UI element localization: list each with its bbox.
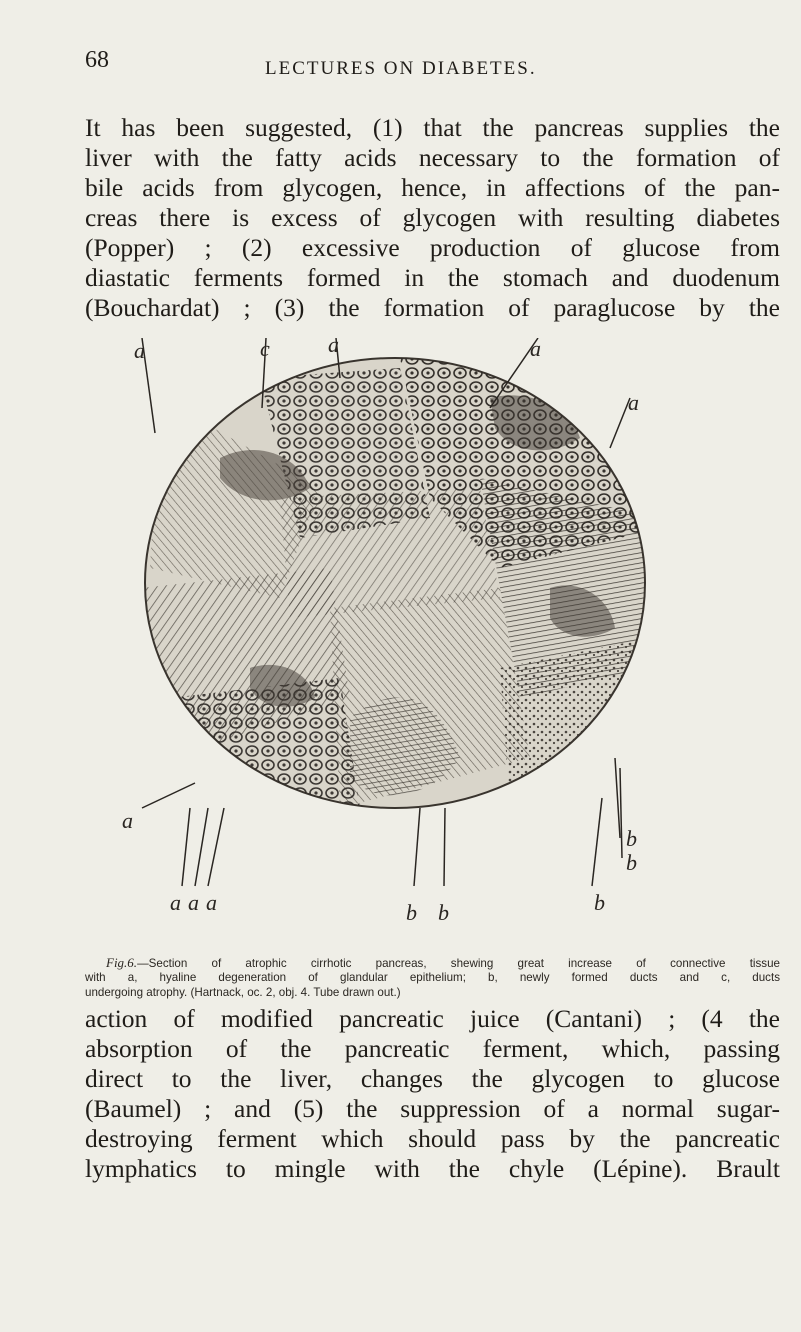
text-line: action of modified pancreatic juice (Cantani) ; (4 the [85, 1004, 780, 1033]
caption-figure-ref: Fig.6. [106, 955, 138, 970]
text-line: absorption of the pancreatic ferment, which, passing [85, 1034, 780, 1063]
running-head: LECTURES ON DIABETES. [265, 58, 537, 79]
pancreas-section-figure [100, 338, 700, 928]
figure-label: a [170, 890, 181, 915]
figure-label: a [206, 890, 217, 915]
figure-label: a [530, 338, 541, 361]
caption-line: with a, hyaline degeneration of glandular epithelium; b, newly formed ducts and c, ducts [85, 971, 780, 984]
text-line: creas there is excess of glycogen with resulting diabetes [85, 203, 780, 232]
text-line: (Popper) ; (2) excessive production of glucose from [85, 233, 780, 262]
figure-label: a [628, 390, 639, 415]
figure-label: b [626, 850, 637, 875]
text-line: diastatic ferments formed in the stomach and duodenum [85, 263, 780, 292]
text-line: (Baumel) ; and (5) the suppression of a normal sugar- [85, 1094, 780, 1123]
text-line: lymphatics to mingle with the chyle (Lépine). Brault [85, 1154, 780, 1183]
caption-line [106, 955, 780, 971]
caption-line: undergoing atrophy. (Hartnack, oc. 2, obj. 4. Tube drawn out.) [85, 986, 401, 999]
figure-label: b [626, 826, 637, 851]
figure-label: a [188, 890, 199, 915]
figure-label: a [122, 808, 133, 833]
text-line: (Bouchardat) ; (3) the formation of paraglucose by the [85, 293, 780, 322]
tissue-disc [140, 358, 660, 808]
text-line: destroying ferment which should pass by the pancreatic [85, 1124, 780, 1153]
page-number: 68 [85, 47, 109, 73]
figure-label: c [260, 338, 270, 361]
figure-label: a [134, 338, 145, 363]
caption-text: —Section of atrophic cirrhotic pancreas, shewing great increase of connective tissue [137, 957, 780, 970]
figure-label: a [328, 338, 339, 357]
text-line: direct to the liver, changes the glycogen to glucose [85, 1064, 780, 1093]
text-line: It has been suggested, (1) that the pancreas supplies the [85, 113, 780, 142]
figure-label: b [438, 900, 449, 925]
figure-label: b [406, 900, 417, 925]
text-line: liver with the fatty acids necessary to the formation of [85, 143, 780, 172]
figure-label: b [594, 890, 605, 915]
text-line: bile acids from glycogen, hence, in affections of the pan- [85, 173, 780, 202]
